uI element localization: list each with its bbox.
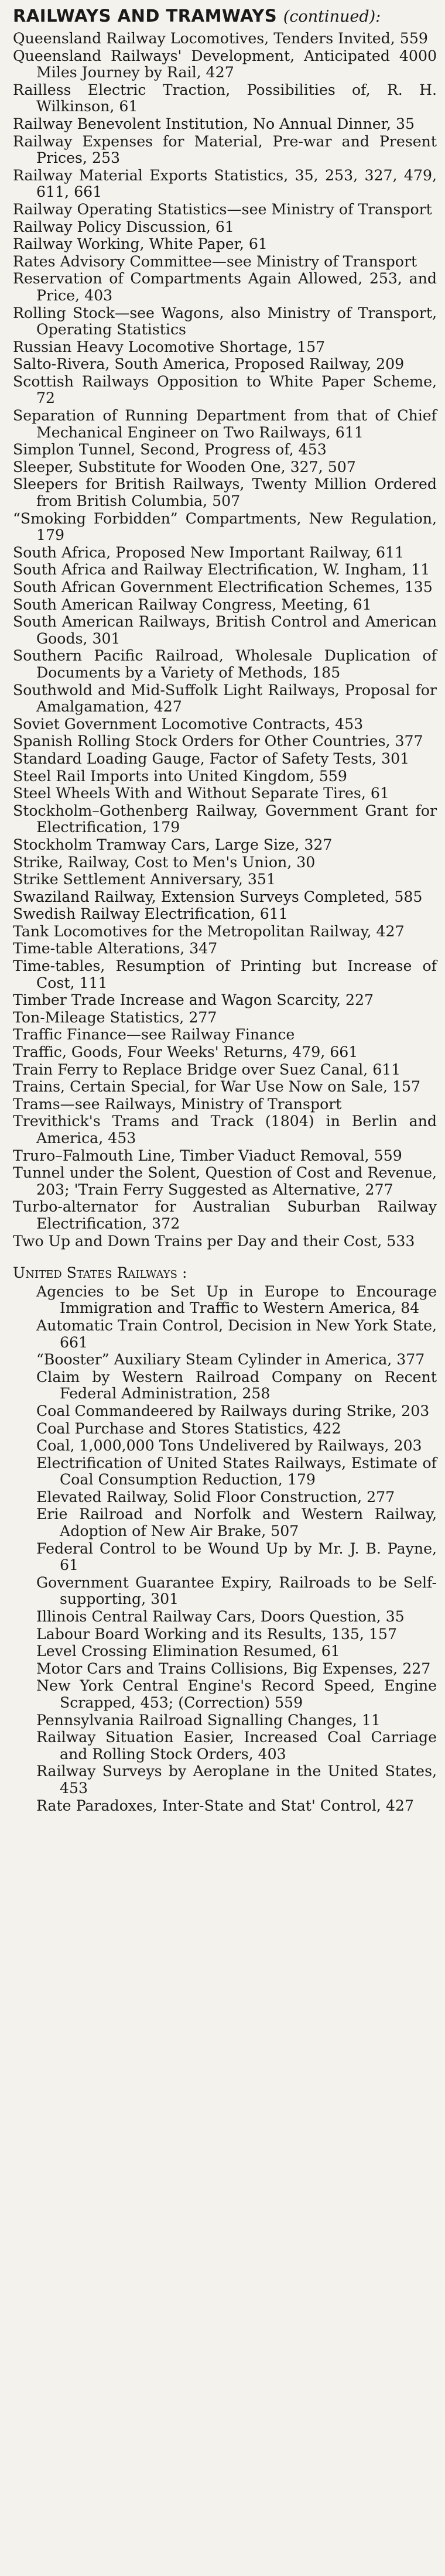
index-entry: Train Ferry to Replace Bridge over Suez Canal, 611	[13, 1060, 401, 1078]
subsection-heading-united-states: United States Railways :	[13, 1264, 187, 1282]
index-entry: Pennsylvania Railroad Signalling Changes, 11	[36, 1711, 381, 1729]
index-entry: Railway Material Exports Statistics, 35, 253, 327, 479, 611, 661	[13, 166, 437, 201]
index-entry: Erie Railroad and Norfolk and Western Railway, Adoption of New Air Brake, 507	[36, 1506, 437, 1540]
index-entry: Tank Locomotives for the Metropolitan Railway, 427	[13, 922, 405, 940]
index-entry: Rates Advisory Committee—see Ministry of Transport	[13, 252, 417, 270]
index-entry: South American Railway Congress, Meeting, 61	[13, 596, 372, 613]
index-entry: Time-tables, Resumption of Printing but Increase of Cost, 111	[13, 957, 437, 991]
index-entry: Scottish Railways Opposition to White Paper Scheme, 72	[13, 372, 437, 407]
index-entry: Trevithick's Trams and Track (1804) in Berlin and America, 453	[13, 1113, 437, 1147]
index-entry: Time-table Alterations, 347	[13, 940, 218, 957]
index-entry: Queensland Railway Locomotives, Tenders Invited, 559	[13, 30, 428, 47]
index-entry: Southwold and Mid-Suffolk Light Railways, Proposal for Amalgamation, 427	[13, 681, 437, 716]
heading-continued: (continued):	[283, 8, 381, 26]
index-entry: Traffic, Goods, Four Weeks' Returns, 479, 661	[13, 1044, 358, 1061]
index-entry: Agencies to be Set Up in Europe to Encourage Immigration and Traffic to Western America, 84	[36, 1282, 437, 1317]
index-entry: Railway Surveys by Aeroplane in the United States, 453	[36, 1763, 437, 1797]
index-entry: Electrification of United States Railways, Estimate of Coal Consumption Reduction, 179	[36, 1454, 437, 1489]
index-entry: South Africa and Railway Electrification, W. Ingham, 11	[13, 561, 430, 579]
index-entry: “Smoking Forbidden” Compartments, New Regulation, 179	[13, 509, 437, 544]
index-entry: Coal Purchase and Stores Statistics, 422	[36, 1419, 341, 1437]
index-entry: Stockholm Tramway Cars, Large Size, 327	[13, 836, 333, 853]
index-entry: Elevated Railway, Solid Floor Construction, 277	[36, 1488, 395, 1506]
heading-title: RAILWAYS AND TRAMWAYS	[13, 6, 278, 26]
index-entry: Claim by Western Railroad Company on Recent Federal Administration, 258	[36, 1368, 437, 1402]
index-entry: Swaziland Railway, Extension Surveys Completed, 585	[13, 888, 423, 905]
index-entry: Southern Pacific Railroad, Wholesale Duplication of Documents by a Variety of Methods, 185	[13, 647, 437, 681]
index-entry: Ton-Mileage Statistics, 277	[13, 1008, 217, 1026]
index-entry: South African Government Electrification Schemes, 135	[13, 579, 433, 596]
index-entry: Illinois Central Railway Cars, Doors Question, 35	[36, 1608, 405, 1626]
index-entry: Trains, Certain Special, for War Use Now on Sale, 157	[13, 1078, 421, 1096]
index-entry: Truro–Falmouth Line, Timber Viaduct Removal, 559	[13, 1147, 402, 1164]
index-entry: Salto-Rivera, South America, Proposed Railway, 209	[13, 355, 405, 373]
index-entry: Spanish Rolling Stock Orders for Other Countries, 377	[13, 733, 423, 750]
index-entry: Separation of Running Department from that of Chief Mechanical Engineer on Two Railways, 611	[13, 407, 437, 441]
index-entry: Trams—see Railways, Ministry of Transport	[13, 1095, 342, 1113]
index-entry: Strike, Railway, Cost to Men's Union, 30	[13, 853, 316, 871]
index-entry: Swedish Railway Electrification, 611	[13, 905, 288, 923]
index-entry-list	[13, 30, 437, 1250]
index-entry: Level Crossing Elimination Resumed, 61	[36, 1643, 340, 1660]
index-entry: Labour Board Working and its Results, 135, 157	[36, 1625, 397, 1643]
index-entry: Soviet Government Locomotive Contracts, 453	[13, 715, 364, 733]
index-entry: Steel Wheels With and Without Separate Tires, 61	[13, 785, 389, 802]
index-entry: Turbo-alternator for Australian Suburban Railway Electrification, 372	[13, 1198, 437, 1232]
index-entry: South American Railways, British Control and American Goods, 301	[13, 613, 437, 647]
index-entry: Traffic Finance—see Railway Finance	[13, 1026, 295, 1044]
index-entry: Railway Benevolent Institution, No Annual Dinner, 35	[13, 115, 415, 132]
index-entry: Two Up and Down Trains per Day and their Cost, 533	[13, 1232, 415, 1250]
index-entry: Sleepers for British Railways, Twenty Million Ordered from British Columbia, 507	[13, 475, 437, 510]
index-entry: Timber Trade Increase and Wagon Scarcity, 227	[13, 991, 374, 1009]
section-heading-railways	[13, 6, 437, 27]
index-entry: Coal Commandeered by Railways during Strike, 203	[36, 1402, 430, 1419]
index-entry: Government Guarantee Expiry, Railroads to be Self-supporting, 301	[36, 1573, 437, 1608]
index-entry: Russian Heavy Locomotive Shortage, 157	[13, 338, 326, 355]
index-entry: Reservation of Compartments Again Allowed, 253, and Price, 403	[13, 270, 437, 304]
index-entry: Stockholm–Gothenberg Railway, Government Grant for Electrification, 179	[13, 802, 437, 836]
index-entry: “Booster” Auxiliary Steam Cylinder in America, 377	[36, 1351, 425, 1369]
index-entry: Queensland Railways' Development, Anticipated 4000 Miles Journey by Rail, 427	[13, 47, 437, 81]
index-entry: Sleeper, Substitute for Wooden One, 327, 507	[13, 458, 356, 475]
index-entry: Rate Paradoxes, Inter-State and Stat' Control, 427	[36, 1797, 414, 1814]
index-entry: Motor Cars and Trains Collisions, Big Expenses, 227	[36, 1660, 431, 1677]
index-entry: Automatic Train Control, Decision in New York State, 661	[36, 1316, 437, 1351]
index-entry: Rolling Stock—see Wagons, also Ministry of Transport, Operating Statistics	[13, 304, 437, 338]
index-entry: Railless Electric Traction, Possibilities of, R. H. Wilkinson, 61	[13, 81, 437, 115]
index-entry: Simplon Tunnel, Second, Progress of, 453	[13, 441, 327, 459]
index-entry: South Africa, Proposed New Important Railway, 611	[13, 543, 405, 561]
united-states-entry-list	[13, 1284, 437, 1814]
index-entry: Railway Policy Discussion, 61	[13, 218, 234, 235]
index-entry: Railway Expenses for Material, Pre-war and Present Prices, 253	[13, 132, 437, 167]
index-entry: Railway Working, White Paper, 61	[13, 235, 268, 253]
index-entry: New York Central Engine's Record Speed, Engine Scrapped, 453; (Correction) 559	[36, 1677, 437, 1711]
index-entry: Railway Situation Easier, Increased Coal Carriage and Rolling Stock Orders, 403	[36, 1729, 437, 1763]
index-entry: Coal, 1,000,000 Tons Undelivered by Railways, 203	[36, 1437, 422, 1455]
index-entry: Railway Operating Statistics—see Ministry of Transport	[13, 200, 432, 218]
index-entry: Strike Settlement Anniversary, 351	[13, 871, 276, 888]
index-entry: Standard Loading Gauge, Factor of Safety Tests, 301	[13, 750, 410, 767]
index-entry: Tunnel under the Solent, Question of Cost and Revenue, 203; 'Train Ferry Suggested as Alternative, 277	[13, 1164, 437, 1198]
index-entry: Federal Control to be Wound Up by Mr. J. B. Payne, 61	[36, 1540, 437, 1574]
index-entry: Steel Rail Imports into United Kingdom, 559	[13, 767, 347, 785]
